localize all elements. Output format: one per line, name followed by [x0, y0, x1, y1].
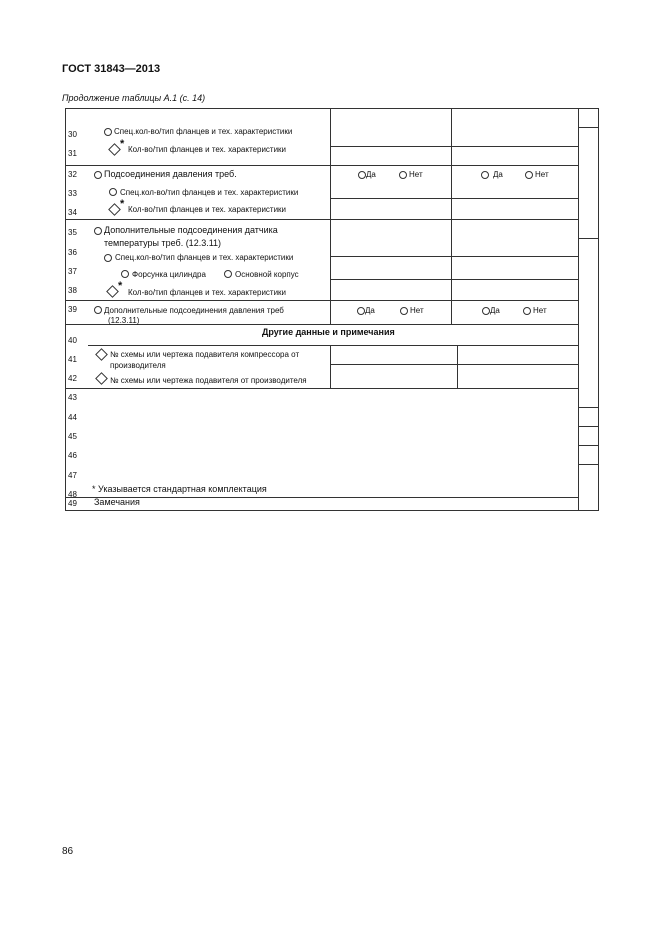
radio-icon[interactable] — [104, 254, 112, 262]
row-number: 30 — [68, 130, 77, 139]
document-standard: ГОСТ 31843—2013 — [62, 63, 161, 75]
table-border-left — [65, 108, 66, 511]
row-number: 39 — [68, 305, 77, 314]
value-cell-line — [330, 364, 578, 365]
group-separator — [65, 165, 578, 166]
row-number: 35 — [68, 228, 77, 237]
option-yes-label: Да — [365, 306, 375, 315]
value-column-divider — [330, 108, 331, 324]
radio-icon[interactable] — [94, 227, 102, 235]
diamond-icon — [95, 372, 108, 385]
option-yes-label: Да — [493, 170, 503, 179]
radio-yes[interactable] — [482, 307, 490, 315]
page-number: 86 — [62, 846, 74, 857]
radio-no[interactable] — [523, 307, 531, 315]
radio-icon[interactable] — [109, 188, 117, 196]
option-no-label: Нет — [533, 306, 547, 315]
row-label: № схемы или чертежа подавителя компрессора от — [110, 350, 300, 359]
value-column-divider — [451, 108, 452, 324]
radio-no[interactable] — [400, 307, 408, 315]
row-label: Кол-во/тип фланцев и тех. характеристики — [128, 288, 287, 297]
table-edge-column — [578, 108, 579, 511]
row-number: 42 — [68, 374, 77, 383]
row-label: Подсоединения давления треб. — [104, 169, 237, 179]
row-number: 34 — [68, 208, 77, 217]
option-no-label: Нет — [409, 170, 423, 179]
row-number: 48 — [68, 490, 77, 499]
row-label: Дополнительные подсоединения давления треб — [104, 306, 284, 315]
row-number: 31 — [68, 149, 77, 158]
row-number: 32 — [68, 170, 77, 179]
radio-yes[interactable] — [357, 307, 365, 315]
section-header: Другие данные и примечания — [262, 327, 395, 337]
value-cell-line — [330, 198, 578, 199]
option-label: Форсунка цилиндра — [132, 270, 206, 279]
row-number: 47 — [68, 471, 77, 480]
remarks-label: Замечания — [94, 497, 140, 507]
option-no-label: Нет — [535, 170, 549, 179]
diamond-icon — [106, 285, 119, 298]
edge-cell-line — [578, 238, 598, 239]
radio-yes[interactable] — [358, 171, 366, 179]
row-number: 45 — [68, 432, 77, 441]
edge-cell-line — [578, 407, 598, 408]
row-label: Кол-во/тип фланцев и тех. характеристики — [128, 205, 287, 214]
value-cell-line — [330, 256, 578, 257]
row-number: 43 — [68, 393, 77, 402]
group-separator — [88, 345, 578, 346]
edge-cell-line — [578, 426, 598, 427]
group-separator — [65, 324, 578, 325]
row-number: 37 — [68, 267, 77, 276]
edge-cell-line — [578, 445, 598, 446]
row-number: 44 — [68, 413, 77, 422]
value-column-divider — [330, 345, 331, 388]
row-number: 41 — [68, 355, 77, 364]
diamond-icon — [108, 203, 121, 216]
radio-icon[interactable] — [224, 270, 232, 278]
row-number: 49 — [68, 499, 77, 508]
table-border-bottom — [65, 510, 599, 511]
radio-yes[interactable] — [481, 171, 489, 179]
footnote: * Указывается стандартная комплектация — [92, 484, 267, 494]
table-border-top — [65, 108, 599, 109]
row-label-continued: (12.3.11) — [108, 316, 140, 325]
group-separator — [65, 388, 578, 389]
asterisk-icon: * — [120, 138, 125, 150]
radio-icon[interactable] — [104, 128, 112, 136]
radio-no[interactable] — [399, 171, 407, 179]
row-label: Спец.кол-во/тип фланцев и тех. характеристики — [120, 188, 299, 197]
diamond-icon — [108, 143, 121, 156]
row-number: 38 — [68, 286, 77, 295]
asterisk-icon: * — [118, 280, 123, 292]
radio-icon[interactable] — [94, 306, 102, 314]
row-label: Кол-во/тип фланцев и тех. характеристики — [128, 145, 287, 154]
row-label: № схемы или чертежа подавителя от производителя — [110, 376, 307, 385]
table-continuation-caption: Продолжение таблицы А.1 (с. 14) — [62, 93, 206, 103]
row-label: Дополнительные подсоединения датчика — [104, 225, 278, 235]
group-separator — [65, 300, 578, 301]
value-cell-line — [330, 279, 578, 280]
row-label: Спец.кол-во/тип фланцев и тех. характеристики — [114, 127, 293, 136]
row-label-continued: производителя — [110, 361, 166, 370]
edge-cell-line — [578, 464, 598, 465]
radio-no[interactable] — [525, 171, 533, 179]
option-no-label: Нет — [410, 306, 424, 315]
option-yes-label: Да — [366, 170, 376, 179]
row-label-continued: температуры треб. (12.3.11) — [104, 238, 222, 248]
group-separator — [65, 219, 578, 220]
row-number: 40 — [68, 336, 77, 345]
option-label: Основной корпус — [235, 270, 299, 279]
asterisk-icon: * — [120, 198, 125, 210]
diamond-icon — [95, 348, 108, 361]
table-border-right — [598, 108, 599, 511]
radio-icon[interactable] — [94, 171, 102, 179]
edge-cell-line — [578, 127, 598, 128]
row-number: 33 — [68, 189, 77, 198]
row-label: Спец.кол-во/тип фланцев и тех. характеристики — [115, 253, 294, 262]
group-separator — [65, 497, 578, 498]
radio-icon[interactable] — [121, 270, 129, 278]
row-number: 46 — [68, 451, 77, 460]
row-number: 36 — [68, 248, 77, 257]
option-yes-label: Да — [490, 306, 500, 315]
value-cell-line — [330, 146, 578, 147]
value-column-divider — [457, 345, 458, 388]
